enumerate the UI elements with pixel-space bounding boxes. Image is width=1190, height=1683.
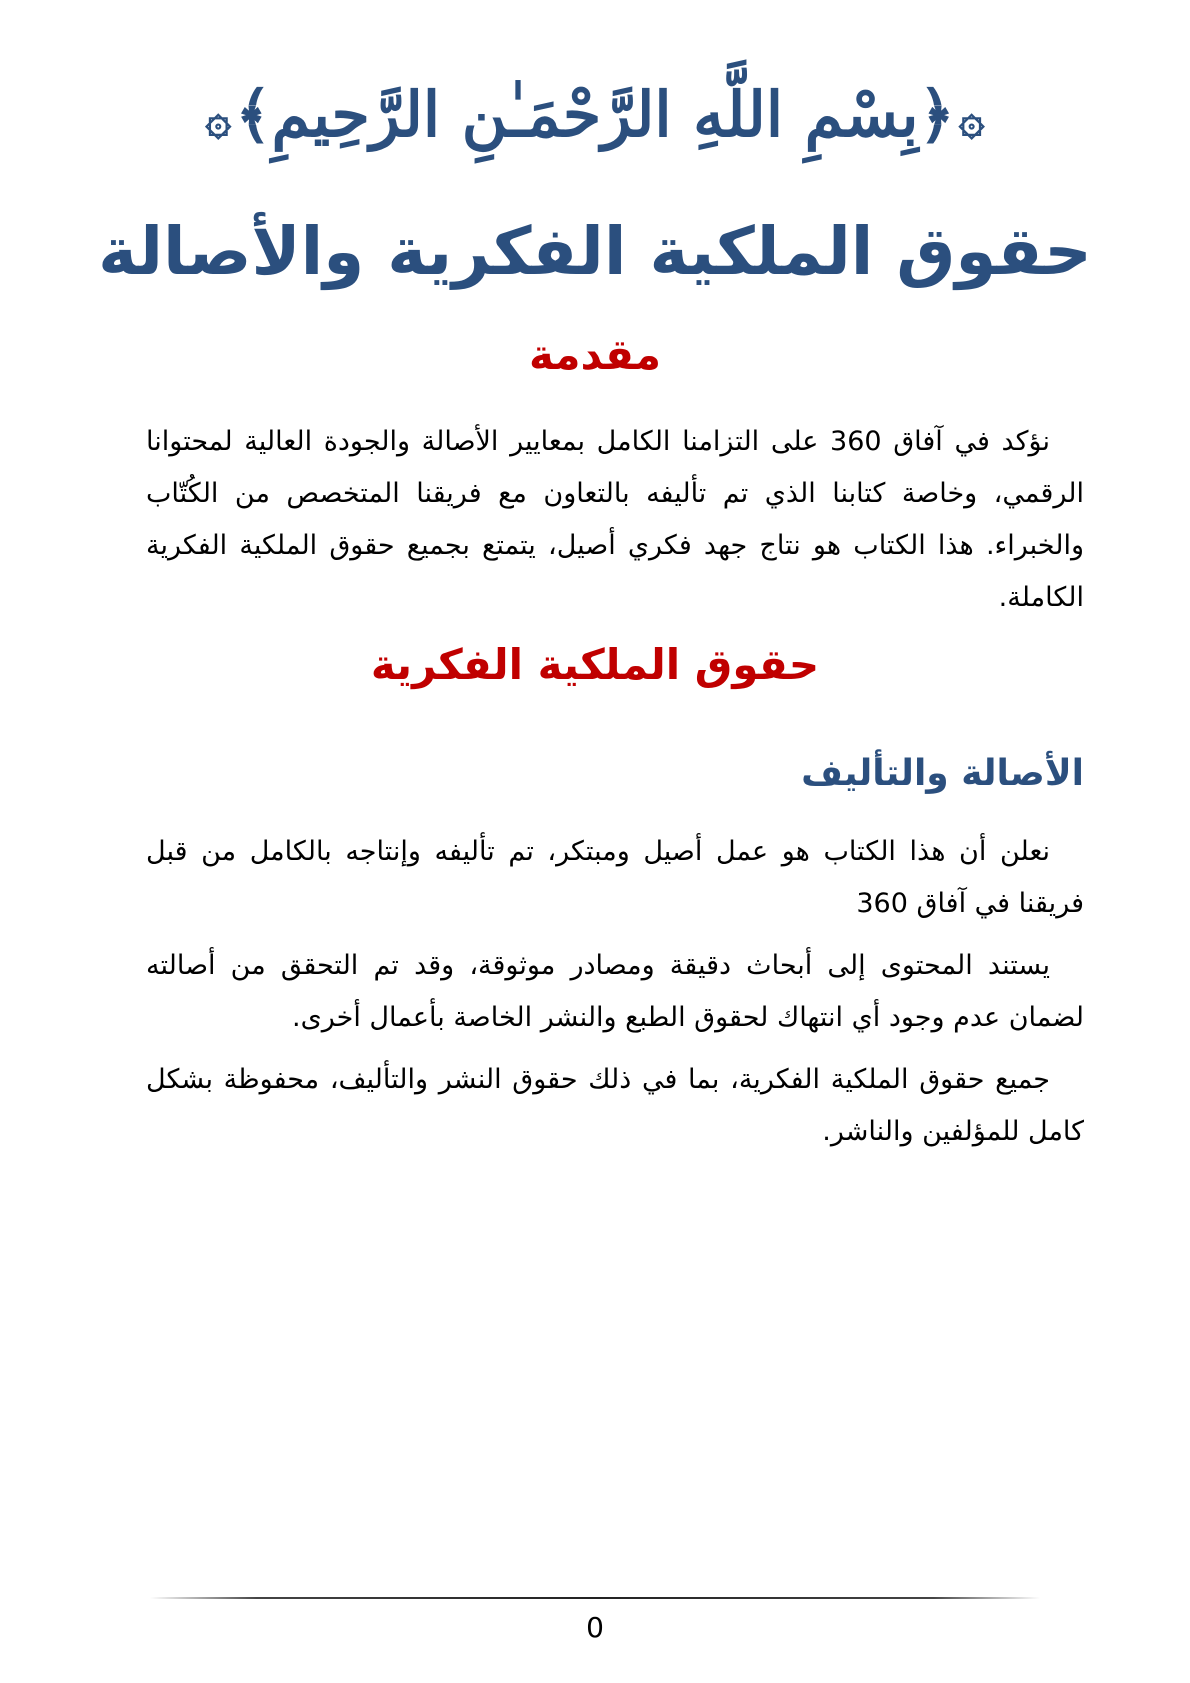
basmala-bracket-close: ﴾ (235, 78, 272, 151)
basmala-text: بِسْمِ اللَّهِ الرَّحْمَـٰنِ الرَّحِيمِ (271, 78, 919, 151)
originality-subheading: الأصالة والتأليف (801, 753, 1084, 794)
basmala-bracket-open: ﴿ (918, 78, 955, 151)
ip-heading: حقوق الملكية الفكرية (370, 640, 820, 689)
page-number: 0 (586, 1611, 604, 1644)
ornament-left-icon: ۞ (205, 93, 232, 145)
basmala-header (0, 78, 1190, 152)
intro-heading: مقدمة (529, 330, 661, 379)
page-title: حقوق الملكية الفكرية والأصالة (98, 213, 1092, 290)
paragraph-sources: يستند المحتوى إلى أبحاث دقيقة ومصادر موثوقة، وقد تم التحقق من أصالته لضمان عدم وجود أي انتهاك لحقوق الطبع والنشر الخاصة بأعمال أخرى. (146, 950, 1084, 1033)
paragraph-rights: جميع حقوق الملكية الفكرية، بما في ذلك حقوق النشر والتأليف، محفوظة بشكل كامل للمؤلفين والناشر. (146, 1064, 1084, 1147)
ornament-right-icon: ۞ (958, 93, 985, 145)
footer-divider (150, 1597, 1040, 1599)
intro-paragraph: نؤكد في آفاق 360 على التزامنا الكامل بمعايير الأصالة والجودة العالية لمحتوانا الرقمي، وخاصة كتابنا الذي تم تأليفه بالتعاون مع فريقنا المتخصص من الكُتّاب والخبراء. هذا الكتاب هو نتاج جهد فكري أصيل، يتمتع بجميع حقوق الملكية الفكرية الكاملة. (146, 426, 1084, 613)
paragraph-originality: نعلن أن هذا الكتاب هو عمل أصيل ومبتكر، تم تأليفه وإنتاجه بالكامل من قبل فريقنا في آفاق 360 (146, 836, 1084, 919)
